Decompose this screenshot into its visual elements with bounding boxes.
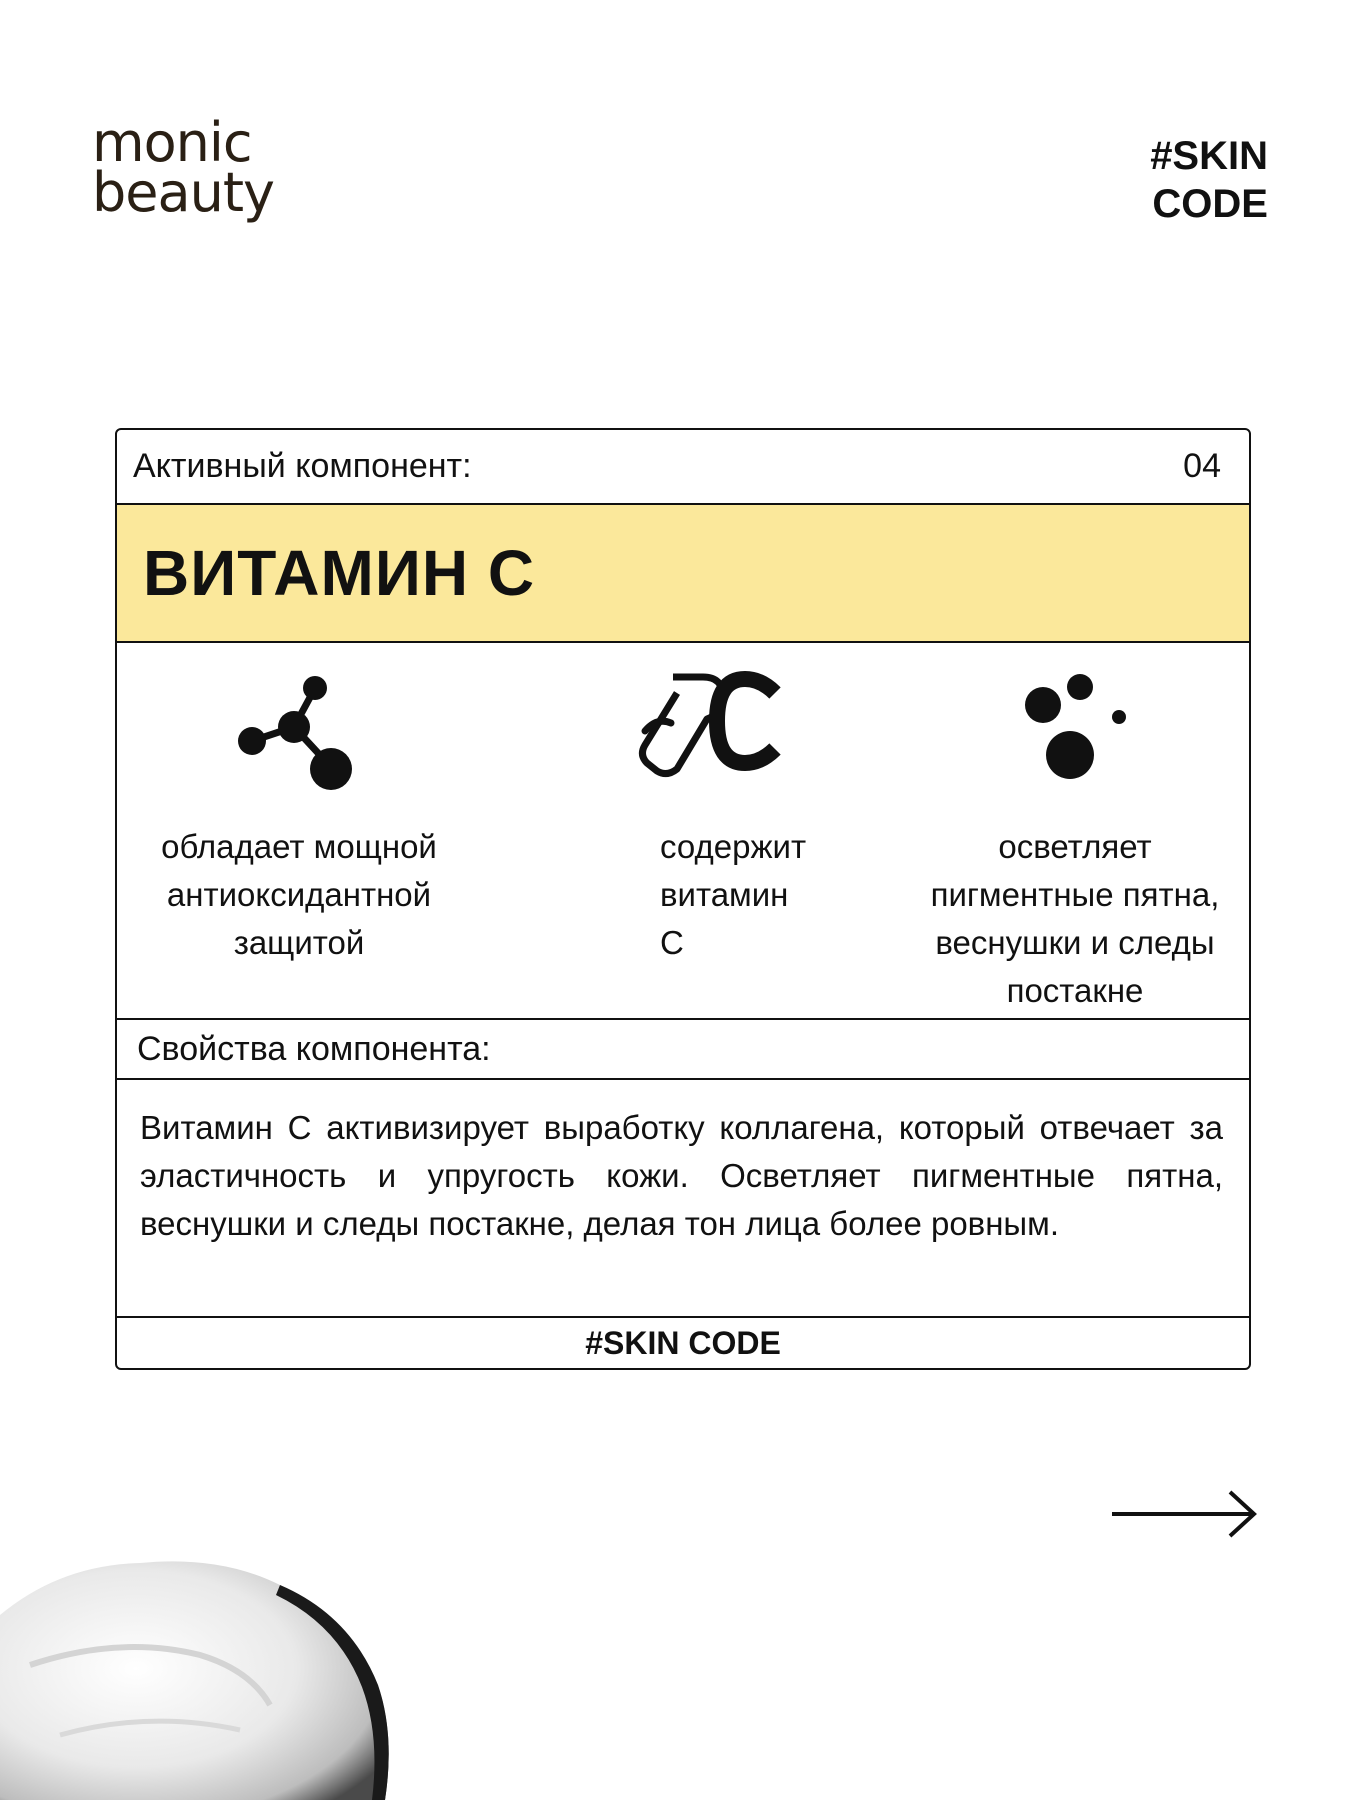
card-footer — [117, 1318, 1249, 1368]
feature-antioxidant-text: обладает мощной антиоксидантной защитой — [161, 828, 437, 961]
cream-texture-image — [0, 1545, 420, 1800]
vitamin-c-capsule-icon — [637, 671, 787, 781]
features-row — [117, 643, 1249, 1020]
ingredient-title-bar — [117, 505, 1249, 643]
hashtag-header — [1150, 132, 1268, 228]
brand-logo — [92, 111, 274, 224]
feature-brightening — [905, 643, 1245, 1018]
feature-antioxidant — [119, 643, 479, 1018]
feature-contains-vitamin-c — [622, 643, 807, 1018]
card-header — [117, 430, 1249, 505]
feature-brightening-text: осветляет пигментные пятна, веснушки и следы постакне — [930, 828, 1220, 1009]
properties-label-row — [117, 1020, 1249, 1080]
brand-logo-line2: beauty — [92, 161, 274, 224]
brand-logo-line1: monic — [92, 111, 252, 174]
hashtag-line1: #SKIN — [1150, 134, 1268, 178]
molecule-icon — [234, 671, 364, 791]
properties-label: Свойства компонента: — [137, 1029, 491, 1068]
description-row — [117, 1080, 1249, 1318]
footer-hashtag: #SKIN CODE — [585, 1324, 781, 1361]
feature-contains-text: содержит витамин С — [660, 828, 807, 961]
hashtag-line2: CODE — [1152, 182, 1268, 226]
ingredient-title: ВИТАМИН С — [143, 537, 536, 609]
ingredient-card — [115, 428, 1251, 1370]
ingredient-description: Витамин С активизирует выработку коллагена, который отвечает за эластичность и упругость кожи. Осветляет пигментные пятна, веснушки и следы постакне, делая тон лица более ровным. — [140, 1109, 1223, 1242]
next-arrow-icon[interactable] — [1110, 1484, 1260, 1544]
dots-icon — [1015, 671, 1135, 791]
active-component-label: Активный компонент: — [133, 447, 472, 485]
card-number: 04 — [1183, 447, 1221, 485]
